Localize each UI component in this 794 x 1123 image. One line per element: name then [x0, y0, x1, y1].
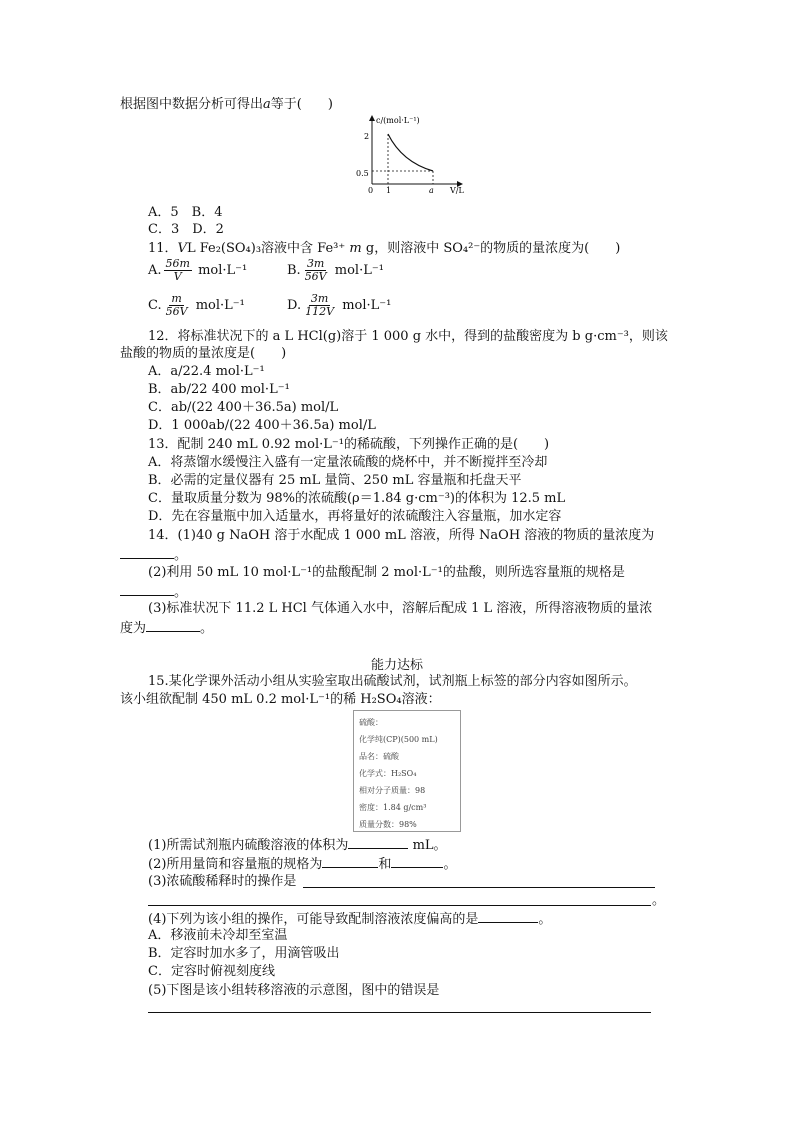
q13-option-b: B．必需的定量仪器有 25 mL 量筒、250 mL 容量瓶和托盘天平 — [148, 473, 522, 488]
q14-part3-answer: 度为 。 — [120, 621, 214, 636]
answer-blank-14-1[interactable] — [120, 546, 174, 559]
q12-option-a: A．a/22.4 mol·L⁻¹ — [148, 364, 265, 379]
q15-sub1: (1)所需试剂瓶内硫酸溶液的体积为 mL。 — [148, 838, 447, 853]
q15-sub2: (2)所用量筒和容量瓶的规格为 和 。 — [148, 857, 457, 872]
label-line: 硫酸： — [359, 718, 383, 727]
y-tick-label-05: 0.5 — [356, 169, 369, 178]
q15-sub4-option-b: B．定容时加水多了，用滴管吸出 — [148, 946, 340, 961]
label-line: 化学纯(CP)(500 mL) — [359, 735, 438, 744]
x-axis-label: V/L — [450, 186, 464, 194]
label-line: 相对分子质量：98 — [359, 786, 426, 795]
q12-stem-line1: 12．将标准状况下的 a L HCl(g)溶于 1 000 g 水中，得到的盐酸密度为 b g·cm⁻³，则该 — [148, 329, 668, 344]
q12-option-c: C．ab/(22 400＋36.5a) mol/L — [148, 400, 339, 415]
answer-blank-14-2[interactable] — [120, 583, 174, 596]
q11-stem: 11．VL Fe₂(SO₄)₃溶液中含 Fe³⁺ m g，则溶液中 SO₄²⁻的物质的量浓度为( ) — [148, 241, 621, 256]
q14-part3: (3)标准状况下 11.2 L HCl 气体通入水中，溶解后配成 1 L 溶液，所得溶液物质的量浓 — [148, 601, 653, 616]
label-line: 质量分数：98% — [359, 820, 417, 829]
y-tick-label-2: 2 — [364, 132, 370, 141]
q15-sub3-end: 。 — [652, 893, 666, 908]
q15-sub4: (4)下列为该小组的操作，可能导致配制溶液浓度偏高的是 。 — [148, 912, 552, 927]
q13-option-a: A．将蒸馏水缓慢注入盛有一定量浓硫酸的烧杯中，并不断搅拌至冷却 — [148, 455, 548, 470]
q15-sub4-option-a: A．移液前未冷却至室温 — [148, 928, 288, 943]
decay-curve — [388, 134, 433, 171]
q10-options-cd: C．3 D．2 — [148, 222, 224, 237]
y-axis-label: c/(mol·L⁻¹) — [376, 116, 420, 125]
q10-options-ab: A．5 B．4 — [148, 205, 223, 220]
q14-part1: 14．(1)40 g NaOH 溶于水配成 1 000 mL 溶液，所得 NaOH 溶液的物质的量浓度为 — [148, 528, 655, 543]
section-heading: 能力达标 — [370, 658, 423, 673]
x-tick-label-1: 1 — [386, 186, 392, 194]
answer-blank-15-2a[interactable] — [322, 855, 378, 868]
q14-part2: (2)利用 50 mL 10 mol·L⁻¹的盐酸配制 2 mol·L⁻¹的盐酸，则所选容量瓶的规格是 — [148, 565, 625, 580]
q15-stem-line1: 15.某化学课外活动小组从实验室取出硫酸试剂，试剂瓶上标签的部分内容如图所示。 — [148, 674, 637, 689]
answer-blank-15-2b[interactable] — [391, 855, 443, 868]
q15-sub5: (5)下图是该小组转移溶液的示意图，图中的错误是 — [148, 983, 440, 998]
q15-stem-line2: 该小组欲配制 450 mL 0.2 mol·L⁻¹的稀 H₂SO₄溶液： — [120, 692, 441, 707]
q11-option-a: A. $\frac{56m}{V}$ mol·L⁻¹ — [148, 257, 248, 283]
answer-blank-14-3[interactable] — [146, 619, 200, 632]
answer-blank-15-1[interactable] — [348, 836, 408, 849]
q13-option-d: D．先在容量瓶中加入适量水，再将量好的浓硫酸注入容量瓶，加水定容 — [148, 509, 562, 524]
q12-option-b: B．ab/22 400 mol·L⁻¹ — [148, 382, 290, 397]
q11-option-c: C. $\frac{m}{56V}$ mol·L⁻¹ — [148, 292, 245, 318]
reagent-bottle-label — [353, 710, 461, 832]
q11-option-b: B. $\frac{3m}{56V}$ mol·L⁻¹ — [287, 257, 384, 283]
origin-label: 0 — [368, 186, 374, 194]
q15-sub3: (3)浓硫酸稀释时的操作是 — [148, 874, 297, 889]
q12-stem-line2: 盐酸的物质的量浓度是( ) — [120, 346, 287, 361]
q13-option-c: C．量取质量分数为 98%的浓硫酸(ρ＝1.84 g·cm⁻³)的体积为 12.5 mL — [148, 491, 566, 506]
q12-option-d: D．1 000ab/(22 400＋36.5a) mol/L — [148, 418, 376, 433]
label-line: 品名：硫酸 — [359, 752, 399, 761]
q10-stem: 根据图中数据分析可得出a等于( ) — [120, 97, 333, 112]
label-line: 化学式：H₂SO₄ — [359, 769, 417, 778]
x-tick-label-a: a — [429, 186, 434, 194]
q13-stem: 13．配制 240 mL 0.92 mol·L⁻¹的稀硫酸，下列操作正确的是( ) — [148, 437, 550, 452]
concentration-volume-chart — [350, 112, 470, 194]
q14-part2-answer: 。 — [120, 583, 187, 601]
label-line: 密度：1.84 g/cm³ — [359, 803, 427, 812]
q15-sub4-option-c: C．定容时俯视刻度线 — [148, 964, 275, 979]
answer-line-15-5[interactable] — [148, 1012, 651, 1013]
q11-option-d: D. $\frac{3m}{112V}$ mol·L⁻¹ — [287, 292, 392, 318]
answer-line-15-3a[interactable] — [303, 887, 655, 888]
q14-part1-answer: 。 — [120, 546, 187, 564]
answer-line-15-3b[interactable] — [148, 905, 651, 906]
answer-blank-15-4[interactable] — [478, 910, 538, 923]
